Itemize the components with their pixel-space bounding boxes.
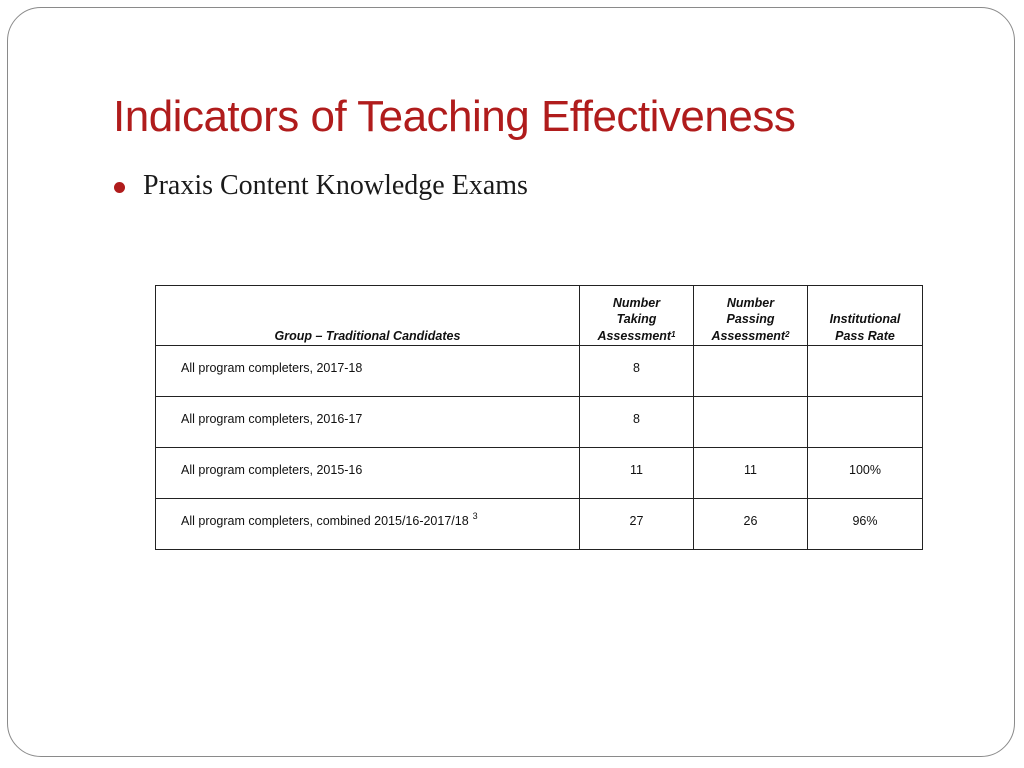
table-header-row [156, 286, 923, 346]
row-rate [808, 346, 923, 397]
bullet-text: Praxis Content Knowledge Exams [143, 170, 528, 201]
row-taking: 27 [580, 499, 694, 550]
footnote-marker: 3 [472, 511, 478, 521]
praxis-results-table [155, 285, 923, 550]
table-row [156, 346, 923, 397]
row-taking: 8 [580, 346, 694, 397]
row-group: All program completers, 2016-17 [156, 397, 580, 448]
row-passing: 11 [694, 448, 808, 499]
header-number-taking: Number Taking Assessment$^1$ [580, 286, 694, 346]
row-rate: 96% [808, 499, 923, 550]
row-passing: 26 [694, 499, 808, 550]
bullet-dot-icon [114, 182, 125, 193]
header-number-passing: Number Passing Assessment$^2$ [694, 286, 808, 346]
row-passing [694, 346, 808, 397]
row-taking: 8 [580, 397, 694, 448]
table-row [156, 499, 923, 550]
row-group: All program completers, 2015-16 [156, 448, 580, 499]
table-row [156, 448, 923, 499]
row-group: All program completers, combined 2015/16-2017/18 $^3$ [156, 499, 580, 550]
table-row [156, 397, 923, 448]
header-group: Group – Traditional Candidates [156, 286, 580, 346]
row-rate [808, 397, 923, 448]
row-taking: 11 [580, 448, 694, 499]
bullet-item [114, 170, 528, 202]
slide-title: Indicators of Teaching Effectiveness [113, 92, 796, 141]
row-passing [694, 397, 808, 448]
header-pass-rate: Institutional Pass Rate [808, 286, 923, 346]
row-rate: 100% [808, 448, 923, 499]
row-group: All program completers, 2017-18 [156, 346, 580, 397]
